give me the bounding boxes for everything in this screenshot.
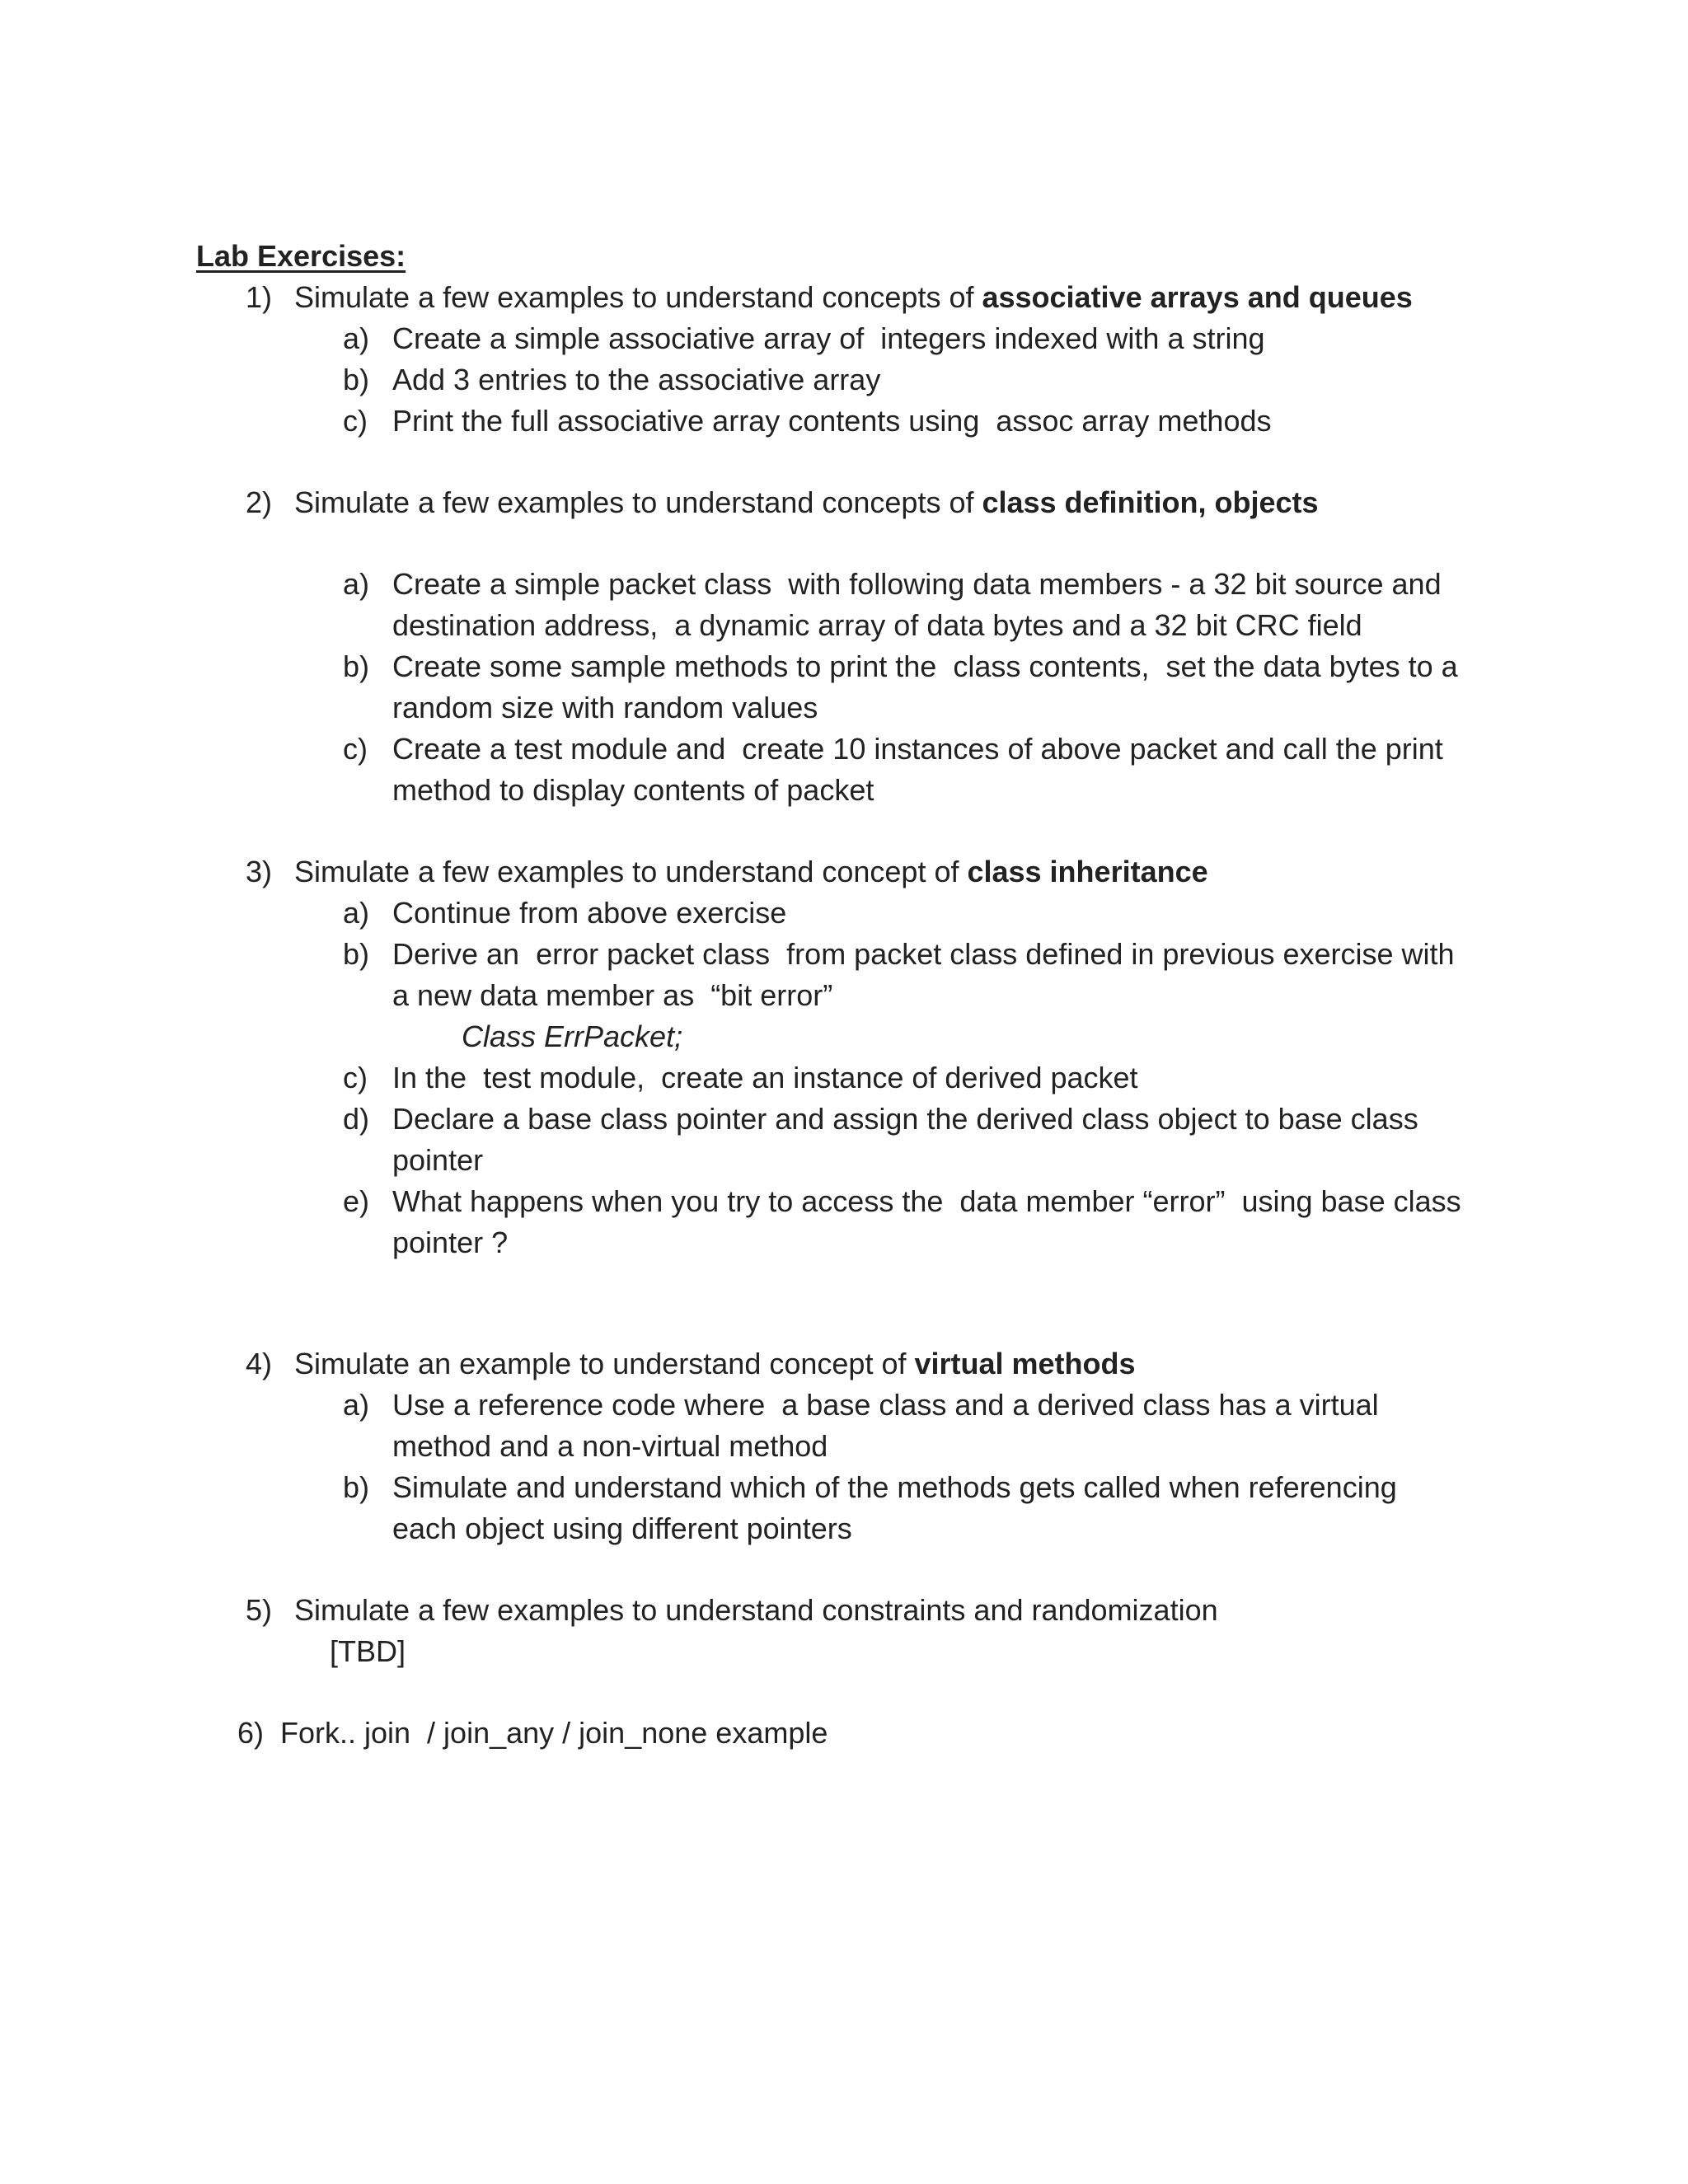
item-letter: c) xyxy=(343,404,368,438)
section-number: 2) xyxy=(246,485,273,519)
item-letter: a) xyxy=(343,567,370,601)
item-text: Create a simple associative array of integers indexed with a string xyxy=(392,321,1265,355)
item-text-continued: pointer xyxy=(392,1143,484,1177)
section-title xyxy=(294,280,1413,314)
item-text-continued: method and a non-virtual method xyxy=(392,1429,828,1463)
section-number: 3) xyxy=(246,855,273,888)
item-text: What happens when you try to access the data member “error” using base class xyxy=(392,1184,1461,1218)
item-text-continued: pointer ? xyxy=(392,1226,509,1259)
section-number: 6) xyxy=(237,1716,265,1750)
item-letter: c) xyxy=(343,732,368,766)
item-text: Create a simple packet class with following data members - a 32 bit source and xyxy=(392,567,1442,601)
section-title-text: Simulate a few examples to understand concepts of xyxy=(294,280,982,314)
section-title-bold: class definition, objects xyxy=(982,485,1319,519)
item-text-continued: each object using different pointers xyxy=(392,1511,852,1545)
item-text: Add 3 entries to the associative array xyxy=(392,363,881,396)
section-number: 1) xyxy=(246,280,273,314)
item-letter: b) xyxy=(343,649,370,683)
item-letter: b) xyxy=(343,937,370,971)
section-title xyxy=(294,1349,1136,1379)
item-letter: a) xyxy=(343,896,370,930)
section-title: Fork.. join / join_any / join_none example xyxy=(280,1716,828,1750)
item-text: Create a test module and create 10 instances of above packet and call the print xyxy=(392,732,1443,766)
item-letter: c) xyxy=(343,1061,368,1094)
page-heading: Lab Exercises: xyxy=(196,239,406,273)
item-letter: d) xyxy=(343,1102,370,1136)
item-letter: e) xyxy=(343,1184,370,1218)
item-text-continued: method to display contents of packet xyxy=(392,773,874,807)
item-text: Use a reference code where a base class and a derived class has a virtual xyxy=(392,1388,1379,1422)
section-number: 4) xyxy=(246,1347,273,1380)
section-title-bold: virtual methods xyxy=(914,1347,1136,1380)
item-text-continued: a new data member as “bit error” xyxy=(392,978,833,1012)
section-note: [TBD] xyxy=(330,1634,406,1668)
section-number: 5) xyxy=(246,1593,273,1627)
item-text: Print the full associative array contents using assoc array methods xyxy=(392,404,1272,438)
item-text: Simulate and understand which of the methods gets called when referencing xyxy=(392,1470,1397,1504)
section-title-text: Simulate an example to understand concept of xyxy=(294,1347,915,1380)
item-letter: a) xyxy=(343,321,370,355)
section-title-text: Simulate a few examples to understand concept of xyxy=(294,855,968,888)
item-letter: a) xyxy=(343,1388,370,1422)
item-letter: b) xyxy=(343,1470,370,1504)
item-letter: b) xyxy=(343,363,370,396)
section-title xyxy=(294,485,1319,519)
section-title: Simulate a few examples to understand constraints and randomization xyxy=(294,1593,1218,1627)
item-text: Create some sample methods to print the class contents, set the data bytes to a xyxy=(392,649,1458,683)
item-text: Continue from above exercise xyxy=(392,896,787,930)
code-snippet: Class ErrPacket; xyxy=(462,1019,683,1053)
section-title-bold: associative arrays and queues xyxy=(982,280,1413,314)
item-text-continued: destination address, a dynamic array of data bytes and a 32 bit CRC field xyxy=(392,608,1362,642)
item-text: Derive an error packet class from packet class defined in previous exercise with xyxy=(392,937,1455,971)
item-text: Declare a base class pointer and assign the derived class object to base class xyxy=(392,1102,1418,1136)
item-text: In the test module, create an instance of derived packet xyxy=(392,1061,1138,1094)
section-title xyxy=(294,857,1208,887)
section-title-bold: class inheritance xyxy=(967,855,1208,888)
section-title-text: Simulate a few examples to understand concepts of xyxy=(294,485,982,519)
item-text-continued: random size with random values xyxy=(392,691,818,724)
